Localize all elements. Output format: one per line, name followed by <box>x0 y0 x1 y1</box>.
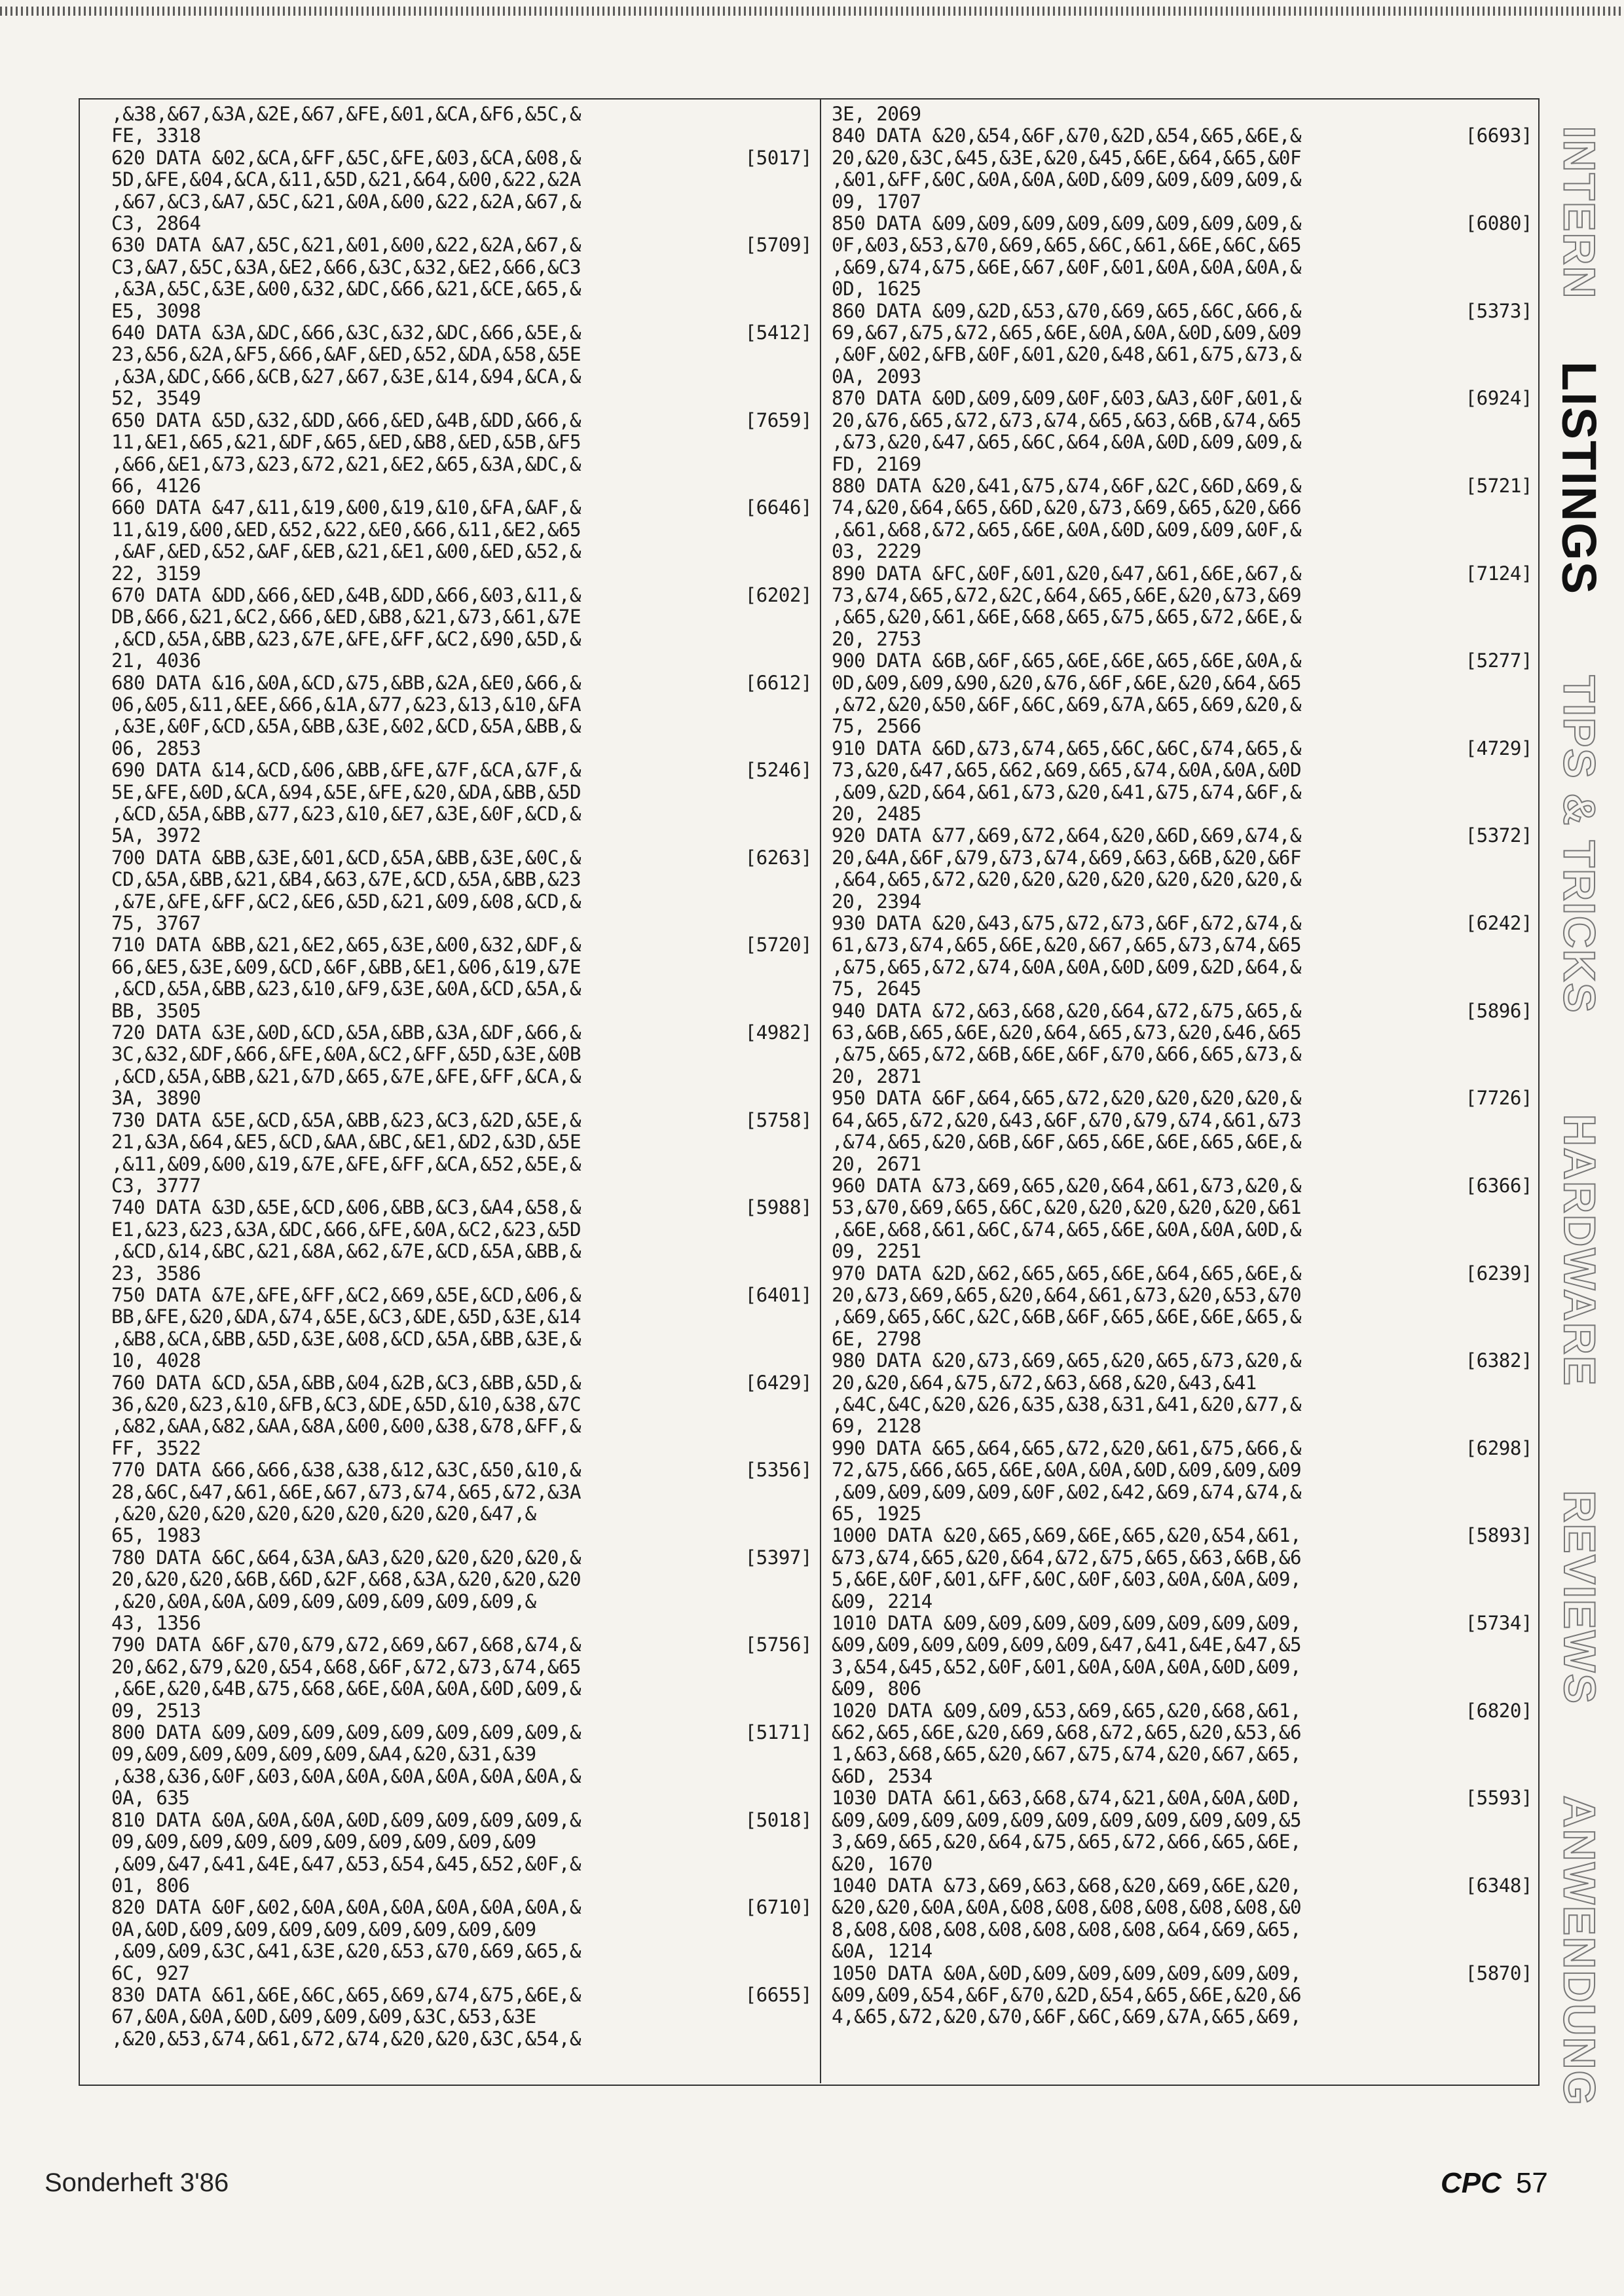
data-line-block <box>111 672 812 760</box>
tab-hardware: HARDWARE <box>1555 1114 1604 1387</box>
data-line-block <box>832 125 1532 213</box>
data-line-block <box>111 1634 812 1722</box>
data-line-text: 850 DATA &09,&09,&09,&09,&09,&09,&09,&09,& 0F,&03,&53,&70,&69,&65,&6C,&61,&6E,&6C,&65 ,&69,&74,&75,&6E,&67,&0F,&01,&0A,&0A,&0A,& 0D, 1625 <box>832 212 1302 301</box>
data-line-text: 1010 DATA &09,&09,&09,&09,&09,&09,&09,&09, &09,&09,&09,&09,&09,&09,&47,&41,&4E,&47,&5 3,&54,&45,&52,&0F,&01,&0A,&0A,&0A,&0D,&09, &09, 806 <box>832 1612 1302 1700</box>
data-line-block <box>111 1459 812 1547</box>
data-line-block <box>832 1350 1532 1438</box>
data-line-text: 840 DATA &20,&54,&6F,&70,&2D,&54,&65,&6E,& 20,&20,&3C,&45,&3E,&20,&45,&6E,&64,&65,&0F ,&01,&FF,&0C,&0A,&0A,&0D,&09,&09,&09,&09,& 09, 1707 <box>832 124 1302 213</box>
checksum: [5758] <box>745 1108 812 1131</box>
data-line-text: 710 DATA &BB,&21,&E2,&65,&3E,&00,&32,&DF,& 66,&E5,&3E,&09,&CD,&6F,&BB,&E1,&06,&19,&7E ,&CD,&5A,&BB,&23,&10,&F9,&3E,&0A,&CD,&5A,& BB, 3505 <box>111 934 581 1022</box>
data-line-text: 830 DATA &61,&6E,&6C,&65,&69,&74,&75,&6E,& 67,&0A,&0A,&0D,&09,&09,&09,&3C,&53,&3E ,&20,&53,&74,&61,&72,&74,&20,&20,&3C,&54,& <box>111 1983 581 2050</box>
checksum: [5372] <box>1465 824 1532 847</box>
checksum: [5870] <box>1465 1961 1532 1984</box>
checksum: [6382] <box>1465 1349 1532 1372</box>
data-line-text: 780 DATA &6C,&64,&3A,&A3,&20,&20,&20,&20,& 20,&20,&20,&6B,&6D,&2F,&68,&3A,&20,&20,&20 ,&20,&0A,&0A,&09,&09,&09,&09,&09,&09,& 43, 1356 <box>111 1546 581 1635</box>
tab-reviews: REVIEWS <box>1555 1490 1605 1705</box>
data-line-text: 790 DATA &6F,&70,&79,&72,&69,&67,&68,&74,& 20,&62,&79,&20,&54,&68,&6F,&72,&73,&74,&65 ,&6E,&20,&4B,&75,&68,&6E,&0A,&0A,&0D,&09,& 09, 2513 <box>111 1633 581 1722</box>
data-line-text: 750 DATA &7E,&FE,&FF,&C2,&69,&5E,&CD,&06,& BB,&FE,&20,&DA,&74,&5E,&C3,&DE,&5D,&3E,&14 ,&B8,&CA,&BB,&5D,&3E,&08,&CD,&5A,&BB,&3E,& 10, 4028 <box>111 1283 581 1372</box>
checksum: [5988] <box>745 1196 812 1219</box>
data-line-block <box>832 1963 1532 2028</box>
checksum: [6693] <box>1465 124 1532 147</box>
checksum: [6710] <box>745 1896 812 1919</box>
brand-logo: CPC <box>1441 2167 1502 2199</box>
checksum: [4729] <box>1465 737 1532 759</box>
data-line-text: 700 DATA &BB,&3E,&01,&CD,&5A,&BB,&3E,&0C,& CD,&5A,&BB,&21,&B4,&63,&7E,&CD,&5A,&BB,&23 ,&7E,&FE,&FF,&C2,&E6,&5D,&21,&09,&08,&CD,& 75, 3767 <box>111 846 581 935</box>
data-line-text: 680 DATA &16,&0A,&CD,&75,&BB,&2A,&E0,&66,& 06,&05,&11,&EE,&66,&1A,&77,&23,&13,&10,&FA ,&3E,&0F,&CD,&5A,&BB,&3E,&02,&CD,&5A,&BB,& 06, 2853 <box>111 671 581 759</box>
data-line-block <box>111 322 812 410</box>
top-dot-rule <box>0 7 1624 16</box>
data-line-text: 650 DATA &5D,&32,&DD,&66,&ED,&4B,&DD,&66,& 11,&E1,&65,&21,&DF,&65,&ED,&B8,&ED,&5B,&F5 ,&66,&E1,&73,&23,&72,&21,&E2,&65,&3A,&DC,& 66, 4126 <box>111 409 581 497</box>
data-line-text: 770 DATA &66,&66,&38,&38,&12,&3C,&50,&10,& 28,&6C,&47,&61,&6E,&67,&73,&74,&65,&72,&3A ,&20,&20,&20,&20,&20,&20,&20,&20,&47,& 65, 1983 <box>111 1459 581 1547</box>
data-line-block <box>832 475 1532 563</box>
checksum: [5721] <box>1465 474 1532 497</box>
checksum: [6429] <box>745 1371 812 1394</box>
data-line-text: 640 DATA &3A,&DC,&66,&3C,&32,&DC,&66,&5E,& 23,&56,&2A,&F5,&66,&AF,&ED,&52,&DA,&58,&5E ,&3A,&DC,&66,&CB,&27,&67,&3E,&14,&94,&CA,& 52, 3549 <box>111 321 581 410</box>
right-listing-column <box>832 103 1532 2028</box>
data-line-text: 730 DATA &5E,&CD,&5A,&BB,&23,&C3,&2D,&5E,& 21,&3A,&64,&E5,&CD,&AA,&BC,&E1,&D2,&3D,&5E ,&11,&09,&00,&19,&7E,&FE,&FF,&CA,&52,&5E,& C3, 3777 <box>111 1108 581 1197</box>
checksum: [6298] <box>1465 1436 1532 1459</box>
data-line-block <box>832 301 1532 388</box>
data-line-text: 950 DATA &6F,&64,&65,&72,&20,&20,&20,&20,& 64,&65,&72,&20,&43,&6F,&70,&79,&74,&61,&73 ,&74,&65,&20,&6B,&6F,&65,&6E,&6E,&65,&6E,& 20, 2671 <box>832 1087 1302 1175</box>
data-line-block <box>111 1722 812 1810</box>
data-line-text: 880 DATA &20,&41,&75,&74,&6F,&2C,&6D,&69,& 74,&20,&64,&65,&6D,&20,&73,&69,&65,&20,&66 ,&61,&68,&72,&65,&6E,&0A,&0D,&09,&09,&0F,& 03, 2229 <box>832 474 1302 563</box>
checksum: [6612] <box>745 671 812 694</box>
data-line-text: 970 DATA &2D,&62,&65,&65,&6E,&64,&65,&6E,& 20,&73,&69,&65,&20,&64,&61,&73,&20,&53,&70 ,&69,&65,&6C,&2C,&6B,&6F,&65,&6E,&6E,&65,& 6E, 2798 <box>832 1262 1302 1350</box>
data-line-block <box>111 1285 812 1372</box>
column-divider <box>820 98 821 2083</box>
data-line-block <box>111 847 812 935</box>
checksum: [6263] <box>745 846 812 869</box>
data-line-text: 960 DATA &73,&69,&65,&20,&64,&61,&73,&20,& 53,&70,&69,&65,&6C,&20,&20,&20,&20,&20,&61 ,&6E,&68,&61,&6C,&74,&65,&6E,&0A,&0A,&0D,& 09, 2251 <box>832 1174 1302 1263</box>
checksum: [5893] <box>1465 1524 1532 1547</box>
checksum: [6239] <box>1465 1262 1532 1285</box>
data-line-text: 760 DATA &CD,&5A,&BB,&04,&2B,&C3,&BB,&5D,& 36,&20,&23,&10,&FB,&C3,&DE,&5D,&10,&38,&7C ,&82,&AA,&82,&AA,&8A,&00,&00,&38,&78,&FF,& FF, 3522 <box>111 1371 581 1459</box>
data-line-block <box>111 585 812 672</box>
data-line-text: 1000 DATA &20,&65,&69,&6E,&65,&20,&54,&61, &73,&74,&65,&20,&64,&72,&75,&65,&63,&6B,&6 5,&6E,&0F,&01,&FF,&0C,&0F,&03,&0A,&0A,&09, &09, 2214 <box>832 1524 1302 1613</box>
checksum: [6366] <box>1465 1174 1532 1197</box>
checksum: [4982] <box>745 1021 812 1044</box>
data-line-block <box>111 1547 812 1635</box>
data-line-block <box>832 1087 1532 1175</box>
tab-anwendung: ANWENDUNG <box>1555 1795 1605 2107</box>
data-line-block <box>832 1438 1532 1525</box>
data-line-block <box>832 650 1532 738</box>
data-line-text: 870 DATA &0D,&09,&09,&0F,&03,&A3,&0F,&01,& 20,&76,&65,&72,&73,&74,&65,&63,&6B,&74,&65 ,&73,&20,&47,&65,&6C,&64,&0A,&0D,&09,&09,& FD, 2169 <box>832 387 1302 475</box>
tab-listings: LISTINGS <box>1552 361 1607 595</box>
data-line-block <box>111 147 812 235</box>
checksum: [6080] <box>1465 212 1532 235</box>
checksum: [7726] <box>1465 1087 1532 1110</box>
checksum: [5756] <box>745 1633 812 1656</box>
data-line-text: 820 DATA &0F,&02,&0A,&0A,&0A,&0A,&0A,&0A,& 0A,&0D,&09,&09,&09,&09,&09,&09,&09,&09 ,&09,&09,&3C,&41,&3E,&20,&53,&70,&69,&65,& 6C, 927 <box>111 1896 581 1984</box>
data-line-block <box>832 1613 1532 1700</box>
checksum: [5720] <box>745 934 812 957</box>
data-line-block <box>832 1700 1532 1788</box>
data-line-text: 740 DATA &3D,&5E,&CD,&06,&BB,&C3,&A4,&58,& E1,&23,&23,&3A,&DC,&66,&FE,&0A,&C2,&23,&5D ,&CD,&14,&BC,&21,&8A,&62,&7E,&CD,&5A,&BB,& 23, 3586 <box>111 1196 581 1285</box>
tab-tips-tricks: TIPS & TRICKS <box>1555 675 1605 1014</box>
data-line-text: 720 DATA &3E,&0D,&CD,&5A,&BB,&3A,&DF,&66,& 3C,&32,&DF,&66,&FE,&0A,&C2,&FF,&5D,&3E,&0B ,&CD,&5A,&BB,&21,&7D,&65,&7E,&FE,&FF,&CA,& 3A, 3890 <box>111 1021 581 1110</box>
checksum: [5277] <box>1465 649 1532 672</box>
checksum: [6820] <box>1465 1699 1532 1722</box>
data-line-text: 1040 DATA &73,&69,&63,&68,&20,&69,&6E,&20, &20,&20,&0A,&0A,&08,&08,&08,&08,&08,&08,&0 8,&08,&08,&08,&08,&08,&08,&08,&64,&69,&65, &0A, 1214 <box>832 1874 1302 1963</box>
data-line-text: ,&38,&67,&3A,&2E,&67,&FE,&01,&CA,&F6,&5C,& FE, 3318 <box>111 103 581 147</box>
checksum: [5356] <box>745 1459 812 1482</box>
data-line-block <box>832 1875 1532 1963</box>
data-line-text: 920 DATA &77,&69,&72,&64,&20,&6D,&69,&74,& 20,&4A,&6F,&79,&73,&74,&69,&63,&6B,&20,&6F ,&64,&65,&72,&20,&20,&20,&20,&20,&20,&20,& 20, 2394 <box>832 824 1302 913</box>
data-line-block <box>111 934 812 1022</box>
checksum: [6242] <box>1465 912 1532 935</box>
checksum: [5017] <box>745 146 812 169</box>
data-line-block <box>111 1372 812 1460</box>
checksum: [5171] <box>745 1721 812 1744</box>
data-line-block <box>111 103 812 147</box>
checksum: [7659] <box>745 409 812 431</box>
data-line-block <box>111 410 812 498</box>
data-line-block <box>832 738 1532 826</box>
data-line-block <box>111 234 812 322</box>
data-line-block <box>832 388 1532 475</box>
data-line-block <box>111 1022 812 1110</box>
data-line-block <box>832 213 1532 301</box>
data-line-text: 890 DATA &FC,&0F,&01,&20,&47,&61,&6E,&67,& 73,&74,&65,&72,&2C,&64,&65,&6E,&20,&73,&69 ,&65,&20,&61,&6E,&68,&65,&75,&65,&72,&6E,& 20, 2753 <box>832 562 1302 650</box>
data-line-block <box>111 1810 812 1897</box>
checksum: [7124] <box>1465 562 1532 585</box>
checksum: [5593] <box>1465 1787 1532 1810</box>
data-line-text: 860 DATA &09,&2D,&53,&70,&69,&65,&6C,&66,& 69,&67,&75,&72,&65,&6E,&0A,&0A,&0D,&09,&09 ,&0F,&02,&FB,&0F,&01,&20,&48,&61,&75,&73,& 0A, 2093 <box>832 299 1302 388</box>
data-line-text: 1050 DATA &0A,&0D,&09,&09,&09,&09,&09,&09, &09,&09,&54,&6F,&70,&2D,&54,&65,&6E,&20,&6 4,&65,&72,&20,&70,&6F,&6C,&69,&7A,&65,&69, <box>832 1961 1302 2028</box>
data-line-block <box>832 913 1532 1000</box>
checksum: [6646] <box>745 496 812 519</box>
data-line-text: 1030 DATA &61,&63,&68,&74,&21,&0A,&0A,&0D, &09,&09,&09,&09,&09,&09,&09,&09,&09,&09,&5 3,&69,&65,&20,&64,&75,&65,&72,&66,&65,&6E, &20, 1670 <box>832 1787 1302 1875</box>
data-line-text: 810 DATA &0A,&0A,&0A,&0D,&09,&09,&09,&09,& 09,&09,&09,&09,&09,&09,&09,&09,&09,&09 ,&09,&47,&41,&4E,&47,&53,&54,&45,&52,&0F,& 01, 806 <box>111 1808 581 1897</box>
page-footer <box>1441 2167 1548 2200</box>
data-line-block <box>832 1263 1532 1351</box>
data-line-block <box>111 1110 812 1197</box>
data-line-text: 980 DATA &20,&73,&69,&65,&20,&65,&73,&20,& 20,&20,&64,&75,&72,&63,&68,&20,&43,&41 ,&4C,&4C,&20,&26,&35,&38,&31,&41,&20,&77,& 69, 2128 <box>832 1349 1302 1438</box>
checksum: [5709] <box>745 234 812 257</box>
checksum: [5412] <box>745 321 812 344</box>
checksum: [5896] <box>1465 999 1532 1022</box>
data-line-block <box>832 825 1532 913</box>
section-sidebar <box>1542 98 1621 2107</box>
tab-intern: INTERN <box>1555 126 1605 300</box>
data-line-block <box>832 1787 1532 1875</box>
data-line-text: 910 DATA &6D,&73,&74,&65,&6C,&6C,&74,&65,& 73,&20,&47,&65,&62,&69,&65,&74,&0A,&0A,&0D ,&09,&2D,&64,&61,&73,&20,&41,&75,&74,&6F,& 20, 2485 <box>832 737 1302 825</box>
data-line-block <box>111 497 812 585</box>
checksum: [5373] <box>1465 299 1532 322</box>
checksum: [6924] <box>1465 387 1532 410</box>
data-line-text: 690 DATA &14,&CD,&06,&BB,&FE,&7F,&CA,&7F,& 5E,&FE,&0D,&CA,&94,&5E,&FE,&20,&DA,&BB,&5D ,&CD,&5A,&BB,&77,&23,&10,&E7,&3E,&0F,&CD,& 5A, 3972 <box>111 759 581 847</box>
data-line-block <box>832 1000 1532 1088</box>
data-line-text: 900 DATA &6B,&6F,&65,&6E,&6E,&65,&6E,&0A,& 0D,&09,&09,&90,&20,&76,&6F,&6E,&20,&64,&65 ,&72,&20,&50,&6F,&6C,&69,&7A,&65,&69,&20,& 75, 2566 <box>832 649 1302 738</box>
data-line-text: 3E, 2069 <box>832 103 921 125</box>
checksum: [6655] <box>745 1983 812 2006</box>
data-line-text: 620 DATA &02,&CA,&FF,&5C,&FE,&03,&CA,&08,& 5D,&FE,&04,&CA,&11,&5D,&21,&64,&00,&22,&2A ,&67,&C3,&A7,&5C,&21,&0A,&00,&22,&2A,&67,& C3, 2864 <box>111 146 581 235</box>
data-line-block <box>832 1175 1532 1263</box>
data-line-block <box>111 1197 812 1285</box>
checksum: [5734] <box>1465 1612 1532 1635</box>
data-line-block <box>111 1897 812 1984</box>
data-line-text: 930 DATA &20,&43,&75,&72,&73,&6F,&72,&74,& 61,&73,&74,&65,&6E,&20,&67,&65,&73,&74,&65 ,&75,&65,&72,&74,&0A,&0A,&0D,&09,&2D,&64,& 75, 2645 <box>832 912 1302 1000</box>
data-line-text: 670 DATA &DD,&66,&ED,&4B,&DD,&66,&03,&11,& DB,&66,&21,&C2,&66,&ED,&B8,&21,&73,&61,&7E ,&CD,&5A,&BB,&23,&7E,&FE,&FF,&C2,&90,&5D,& 21, 4036 <box>111 583 581 672</box>
checksum: [6202] <box>745 583 812 606</box>
data-line-block <box>111 759 812 847</box>
issue-label: Sonderheft 3'86 <box>45 2168 229 2197</box>
checksum: [5018] <box>745 1808 812 1831</box>
checksum: [6348] <box>1465 1874 1532 1897</box>
data-line-text: 660 DATA &47,&11,&19,&00,&19,&10,&FA,&AF,& 11,&19,&00,&ED,&52,&22,&E0,&66,&11,&E2,&65 ,&AF,&ED,&52,&AF,&EB,&21,&E1,&00,&ED,&52,& 22, 3159 <box>111 496 581 585</box>
data-line-text: 990 DATA &65,&64,&65,&72,&20,&61,&75,&66,& 72,&75,&66,&65,&6E,&0A,&0A,&0D,&09,&09,&09 ,&09,&09,&09,&09,&0F,&02,&42,&69,&74,&74,& 65, 1925 <box>832 1436 1302 1525</box>
left-listing-column <box>111 103 812 2050</box>
checksum: [5397] <box>745 1546 812 1569</box>
data-line-block <box>832 1525 1532 1613</box>
data-line-block <box>832 103 1532 125</box>
data-line-text: 1020 DATA &09,&09,&53,&69,&65,&20,&68,&61, &62,&65,&6E,&20,&69,&68,&72,&65,&20,&53,&6 1,&63,&68,&65,&20,&67,&75,&74,&20,&67,&65, &6D, 2534 <box>832 1699 1302 1787</box>
data-line-text: 630 DATA &A7,&5C,&21,&01,&00,&22,&2A,&67,& C3,&A7,&5C,&3A,&E2,&66,&3C,&32,&E2,&66,&C3 ,&3A,&5C,&3E,&00,&32,&DC,&66,&21,&CE,&65,& E5, 3098 <box>111 234 581 322</box>
page-number: 57 <box>1515 2167 1548 2199</box>
data-line-text: 940 DATA &72,&63,&68,&20,&64,&72,&75,&65,& 63,&6B,&65,&6E,&20,&64,&65,&73,&20,&46,&65 ,&75,&65,&72,&6B,&6E,&6F,&70,&66,&65,&73,& 20, 2871 <box>832 999 1302 1087</box>
data-line-block <box>111 1984 812 2050</box>
checksum: [6401] <box>745 1283 812 1306</box>
data-line-block <box>832 563 1532 651</box>
data-line-text: 800 DATA &09,&09,&09,&09,&09,&09,&09,&09,& 09,&09,&09,&09,&09,&09,&A4,&20,&31,&39 ,&38,&36,&0F,&03,&0A,&0A,&0A,&0A,&0A,&0A,& 0A, 635 <box>111 1721 581 1810</box>
checksum: [5246] <box>745 759 812 782</box>
